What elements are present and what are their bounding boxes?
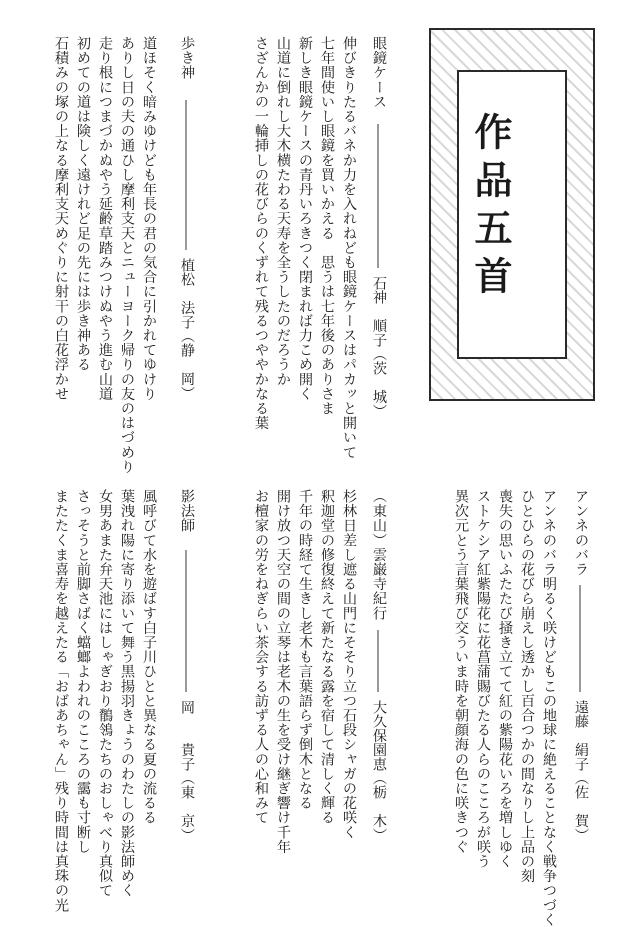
poem-line: 伸びきりたるバネか力を入れねども眼鏡ケースはパカッと開いて	[341, 36, 357, 460]
poem-line: 開け放つ天空の間の立琴は老木の生を受け継ぎ響け千年	[275, 489, 291, 854]
poem-line: 葉洩れ陽に寄り添いて舞う黒揚羽きょうのわたしの影法師めく	[119, 489, 135, 898]
poem-line: アンネのバラ明るく咲けどもこの地球に絶えることなく戦争つづく	[541, 489, 557, 927]
poem-line: 道ほそく暗みゆけども年長の君の気合に引かれてゆけり	[141, 36, 157, 401]
section-heading: （東山）雲巌寺紀行	[371, 489, 387, 621]
section-heading: 影法師	[179, 489, 195, 533]
poem-line: 新しき眼鏡ケースの青丹いろきつく閉まれば力こめ開く	[297, 36, 313, 401]
section-heading: アンネのバラ	[573, 489, 589, 577]
poem-line: 杉林日差し遮る山門にそそり立つ石段シャガの花咲く	[341, 489, 357, 840]
poem-line: またたくま喜寿を越えたる「おばあちゃん」残り時間は真珠の光	[53, 489, 69, 913]
section-author: 遠藤 絹子（佐 賀）	[573, 700, 589, 842]
poem-line: 初めての道は険しく遠けれど足の先には歩き神ある	[75, 36, 91, 372]
section-author: 大久保園恵（栃 木）	[371, 700, 387, 842]
section-author: 石神 順子（茨 城）	[371, 276, 387, 418]
poem-line: ストケシア紅紫陽花に花菖蒲賜びたる人らのこころが咲う	[475, 489, 491, 869]
poem-line: ありし日の夫の通ひし摩利支天とニューヨーク帰りの友のはづめり	[119, 36, 135, 474]
poem-line: ひとひらの花びら崩えし透かし百合つかの間なりし上品の刻	[519, 489, 535, 884]
section-heading: 眼鏡ケース	[371, 36, 387, 109]
poem-line: 釈迦堂の修復終えて新たなる露を宿して清しく輝る	[319, 489, 335, 825]
poem-line: 走り根につまづかぬやう延齢草踏みつけぬやう進む山道	[97, 36, 113, 401]
poem-line: お檀家の労をねぎらい茶会する訪ずる人の心和みて	[253, 489, 269, 825]
poem-line: さざんかの一輪挿しの花びらのくずれて残るつややかなる葉	[253, 36, 269, 431]
poem-line: 石積みの塚の上なる摩利支天めぐりに射干の白花浮かせ	[53, 36, 69, 401]
section-author: 岡 貴子（東 京）	[179, 700, 195, 842]
poem-line: 喪失の思いふたたび掻き立てて紅の紫陽花いろを増しゆく	[497, 489, 513, 869]
poem-line: 七年間使いし眼鏡を買いかえる 思うは七年後のありさま	[319, 36, 335, 416]
page-title: 作品五首	[468, 112, 513, 304]
poem-line: 風呼びて水を遊ばす白子川ひとと異なる夏の流るる	[141, 489, 157, 825]
section-author: 植松 法子（静 岡）	[179, 258, 195, 400]
poem-line: 千年の時経て生きし老木も言葉語らず倒木となる	[297, 489, 313, 811]
poem-line: さっそうと前脚さばく蟷螂よわれのこころの靄も寸断し	[75, 489, 91, 854]
section-heading: 歩き神	[179, 36, 195, 80]
poem-line: 女男あまた弁天池にはしゃぎおり鶺鴒たちのおしゃべり真似て	[97, 489, 113, 898]
poem-line: 山道に倒れし大木横たわる天寿を全うしたのだろうか	[275, 36, 291, 387]
poem-line: 異次元とう言葉飛び交ういま時を朝顔海の色に咲きつぐ	[453, 489, 469, 854]
